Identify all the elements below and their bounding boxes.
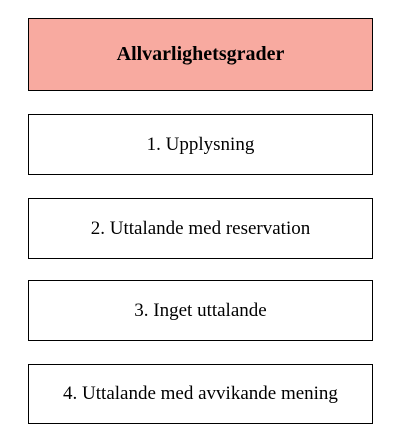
severity-level-label-4: 4. Uttalande med avvikande mening [63, 383, 338, 404]
severity-level-box-4 [28, 364, 373, 424]
severity-level-label-1: 1. Upplysning [146, 133, 255, 155]
severity-level-label-3: 3. Inget uttalande [134, 299, 267, 321]
severity-header-title: Allvarlighetsgrader [116, 43, 285, 65]
severity-level-box-3 [28, 280, 373, 341]
severity-level-box-2 [28, 198, 373, 259]
severity-level-label-2: 2. Uttalande med reservation [90, 217, 311, 239]
severity-header-box [28, 18, 373, 91]
severity-level-box-1 [28, 114, 373, 175]
